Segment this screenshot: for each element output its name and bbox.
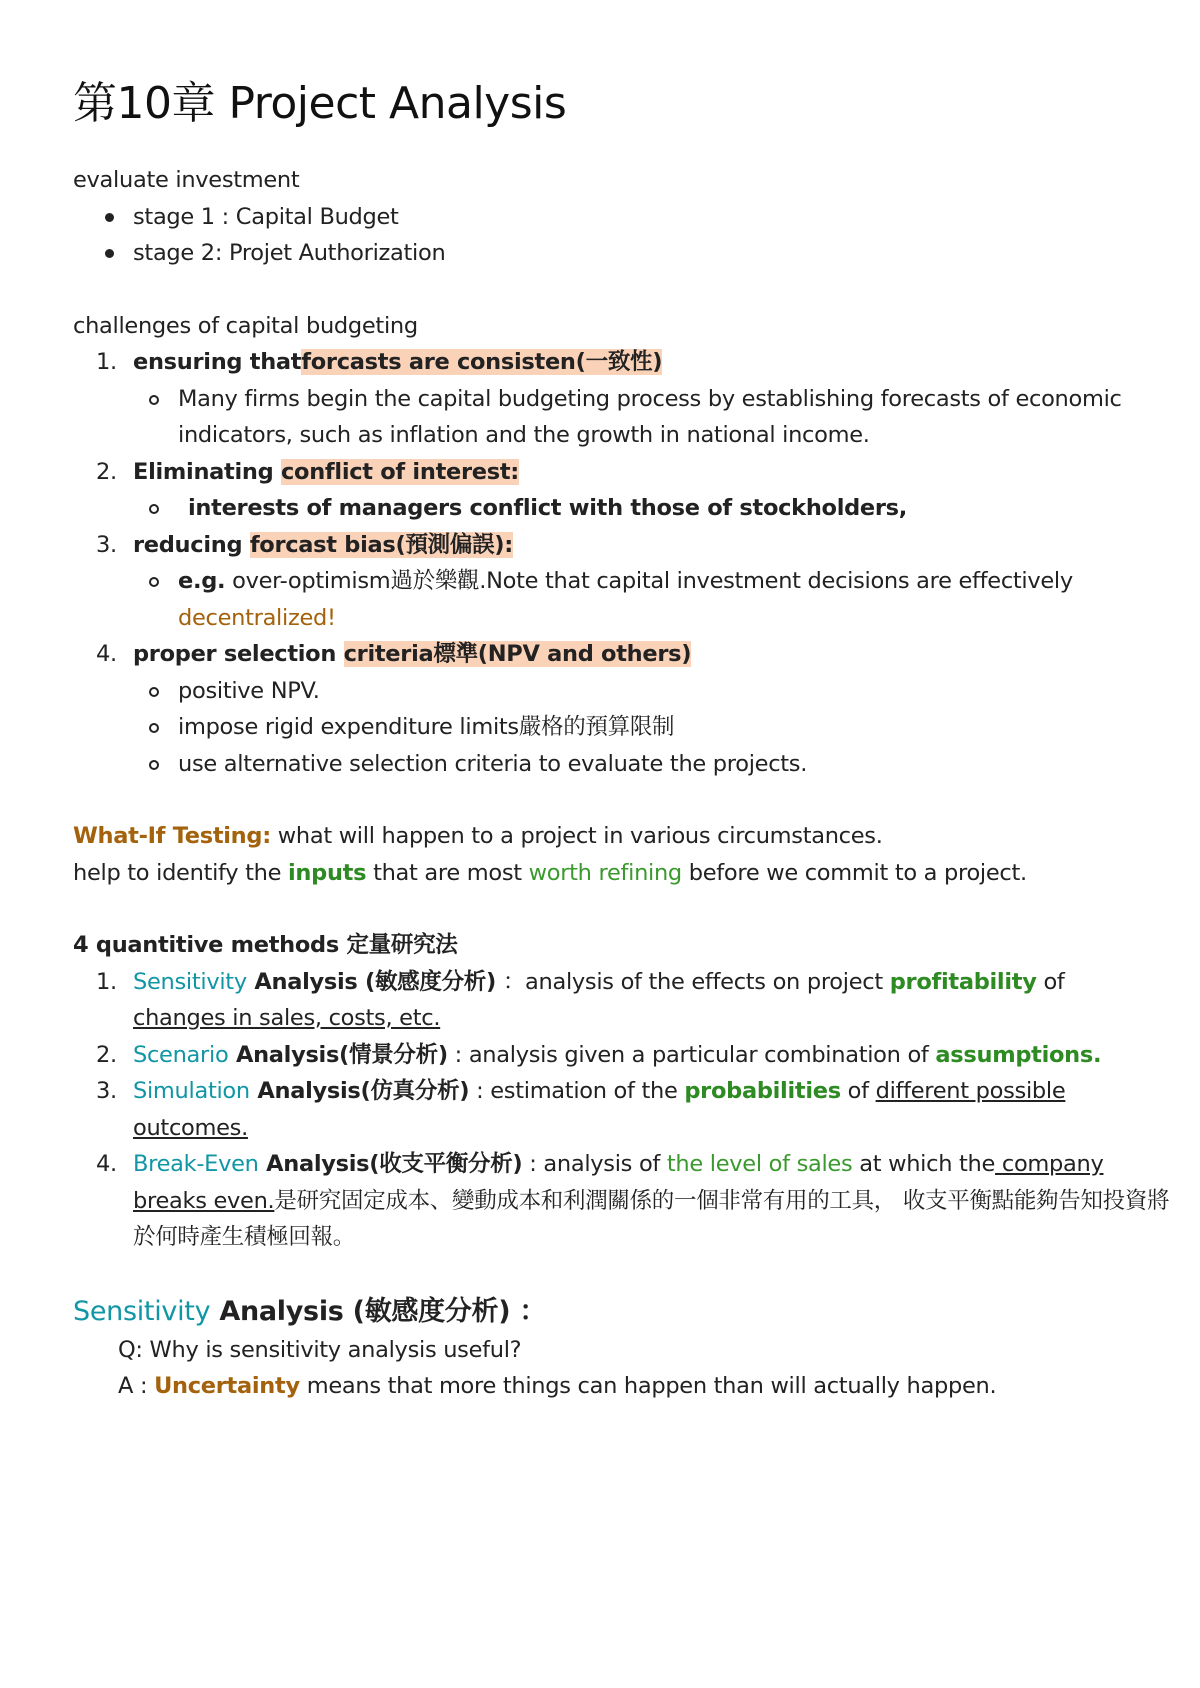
highlight: criteria標準(NPV and others): [343, 641, 692, 667]
whatif-line: What-If Testing: what will happen to a project in various circumstances.: [73, 823, 883, 849]
circle-bullet-icon: [149, 577, 159, 587]
sub-item: use alternative selection criteria to evaluate the projects.: [73, 746, 1200, 783]
bullet-icon: [105, 213, 114, 222]
challenges-list: [73, 344, 1200, 782]
list-item: 3. reducing forcast bias(預測偏誤):: [96, 531, 513, 558]
methods-list: [73, 964, 1200, 1256]
circle-bullet-icon: [149, 760, 159, 770]
list-item: 4. Break-Even Analysis(收支平衡分析) : analysis of the level of sales at which the company breaks even.是研究固定成本、變動成本和利潤關係的一個非常有用的工具， 收支平衡點能夠告知投資將於何時產生積極回報。: [96, 1151, 1170, 1250]
list-item: 1. ensuring thatforcasts are consisten(一致性): [96, 349, 663, 375]
circle-bullet-icon: [149, 504, 159, 514]
list-item: 2. Scenario Analysis(情景分析) : analysis given a particular combination of assumptions.: [96, 1041, 1102, 1068]
sub-item: positive NPV.: [73, 673, 1200, 710]
circle-bullet-icon: [149, 687, 159, 697]
challenges-heading: challenges of capital budgeting: [73, 312, 418, 339]
sub-item: e.g. over-optimism過於樂觀.Note that capital investment decisions are effectively decentralized!: [73, 563, 1138, 636]
circle-bullet-icon: [149, 395, 159, 405]
highlight: conflict of interest:: [281, 458, 519, 485]
stage-list: [73, 199, 1200, 272]
list-item: stage 1 : Capital Budget: [73, 199, 1200, 236]
sub-item: interests of managers conflict with those of stockholders,: [73, 490, 1200, 527]
list-item: 3. Simulation Analysis(仿真分析) : estimation of the probabilities of different possible outcomes.: [96, 1078, 1066, 1141]
answer-line: A : Uncertainty means that more things can happen than will actually happen.: [118, 1373, 997, 1399]
page-title: 第10章 Project Analysis: [73, 78, 567, 129]
sub-item: Many firms begin the capital budgeting process by establishing forecasts of economic indicators, such as inflation and the growth in national income.: [73, 381, 1138, 454]
sub-item: impose rigid expenditure limits嚴格的預算限制: [73, 709, 1200, 746]
evaluate-heading: evaluate investment: [73, 167, 300, 193]
list-item: 1. Sensitivity Analysis (敏感度分析) ：analysis of the effects on project profitability of changes in sales, costs, etc.: [96, 968, 1065, 1031]
circle-bullet-icon: [149, 723, 159, 733]
highlight: forcasts are consisten(一致性): [301, 349, 663, 375]
list-item: stage 2: Projet Authorization: [73, 235, 1200, 272]
sensitivity-heading: Sensitivity Analysis (敏感度分析) ：: [73, 1295, 547, 1327]
question-line: Q: Why is sensitivity analysis useful?: [118, 1336, 522, 1363]
whatif-line-2: help to identify the inputs that are most worth refining before we commit to a project.: [73, 859, 1027, 886]
bullet-icon: [105, 249, 114, 258]
list-item: 4. proper selection criteria標準(NPV and others): [96, 641, 692, 667]
list-item: 2. Eliminating conflict of interest:: [96, 458, 519, 485]
highlight: forcast bias(預測偏誤):: [249, 531, 513, 558]
methods-heading: 4 quantitive methods 定量研究法: [73, 932, 458, 958]
